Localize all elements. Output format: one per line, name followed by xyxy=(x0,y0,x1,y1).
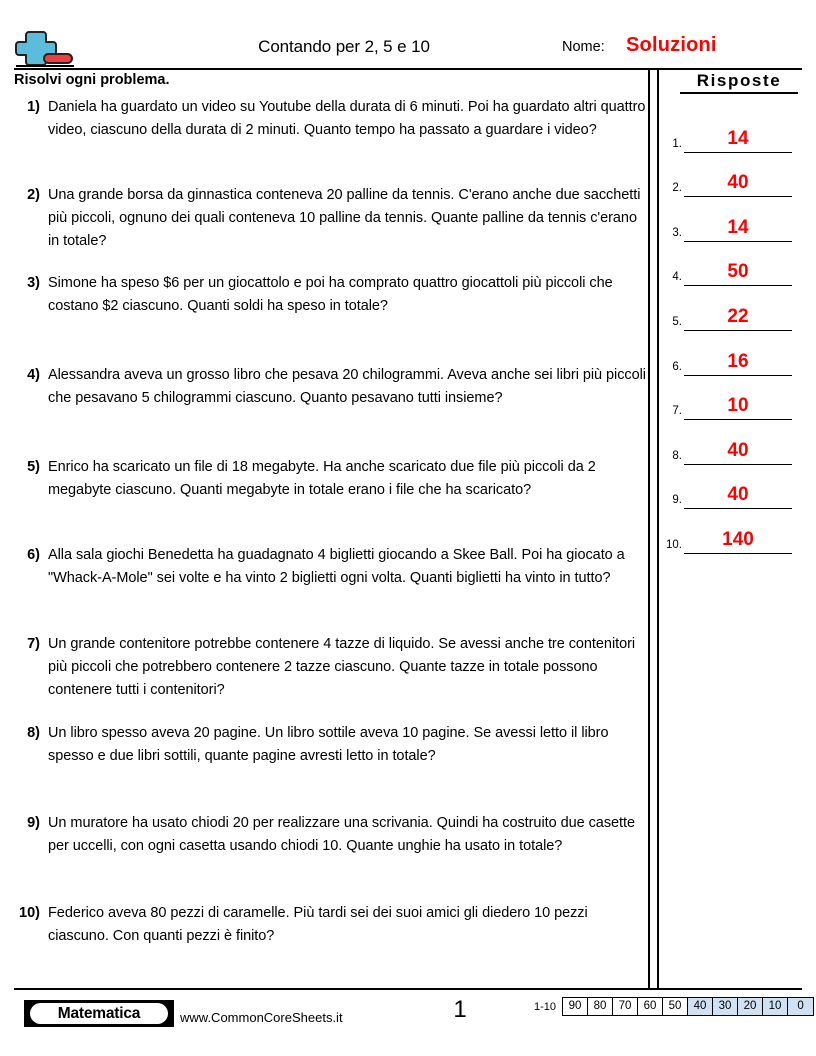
name-value: Soluzioni xyxy=(626,34,717,56)
grading-scale-cell: 80 xyxy=(588,998,613,1015)
answer-value[interactable]: 140 xyxy=(722,528,754,550)
question-text: Una grande borsa da ginnastica conteneva 20 palline da tennis. C'erano anche due sacchetti più piccoli, ognuno dei quali conteneva 10 palline da tennis. Quante palline da tennis c'erano in totale? xyxy=(48,187,641,249)
brand-pill xyxy=(30,1003,168,1024)
answer-row xyxy=(658,108,802,153)
name-label: Nome: xyxy=(562,39,605,55)
answer-number: 1. xyxy=(672,137,682,150)
question-item xyxy=(14,722,648,812)
question-item xyxy=(14,633,648,722)
answer-value[interactable]: 40 xyxy=(727,484,749,506)
question-item xyxy=(14,96,648,184)
question-item xyxy=(14,272,648,364)
answer-number: 9. xyxy=(672,494,682,507)
question-text: Alessandra aveva un grosso libro che pesava 20 chilogrammi. Aveva anche sei libri più piccoli che pesavano 5 chilogrammi ciascuno. Quanto pesavano tutti insieme? xyxy=(48,367,646,406)
answer-row xyxy=(658,197,802,242)
question-text: Un libro spesso aveva 20 pagine. Un libro sottile aveva 10 pagine. Se avessi letto il libro spesso e due libri sottili, quante pagine avresti letto in totale? xyxy=(48,725,609,764)
question-text: Federico aveva 80 pezzi di caramelle. Più tardi sei dei suoi amici gli diedero 10 pezzi ciascuno. Con quanti pezzi è finito? xyxy=(48,905,588,944)
grading-scale-cell: 0 xyxy=(788,998,813,1015)
answer-row xyxy=(658,242,802,287)
question-number: 4) xyxy=(27,367,40,383)
brand-label: Matematica xyxy=(57,1004,141,1022)
answer-number: 3. xyxy=(672,226,682,239)
question-text: Simone ha speso $6 per un giocattolo e poi ha comprato quattro giocattoli più piccoli che costano $2 ciascuno. Quanti soldi ha speso in totale? xyxy=(48,275,613,314)
grading-scale-cell: 70 xyxy=(613,998,638,1015)
grading-scale-cell: 20 xyxy=(738,998,763,1015)
answer-value[interactable]: 50 xyxy=(727,261,749,283)
grading-scale-cell: 50 xyxy=(663,998,688,1015)
question-text: Alla sala giochi Benedetta ha guadagnato 4 biglietti giocando a Skee Ball. Poi ha giocato a "Whack-A-Mole" sei volte e ha vinto 2 biglietti ogni volta. Quanti biglietti ha vinto in tutto? xyxy=(48,547,625,586)
question-text: Enrico ha scaricato un file di 18 megabyte. Ha anche scaricato due file più piccoli da 2 megabyte ciascuno. Quanti megabyte in totale erano i file che ha scaricato? xyxy=(48,459,596,498)
grading-scale-cell: 40 xyxy=(688,998,713,1015)
answer-value[interactable]: 14 xyxy=(727,216,749,238)
answer-number: 6. xyxy=(672,360,682,373)
question-text: Daniela ha guardato un video su Youtube della durata di 6 minuti. Poi ha guardato altri quattro video, ciascuno della durata di 2 minuti. Quanto tempo ha passato a guardare i video? xyxy=(48,99,646,138)
question-text: Un muratore ha usato chiodi 20 per realizzare una scrivania. Quindi ha costruito due casette per uccelli, con ogni casetta usando chiodi 10. Quante unghie ha usato in totale? xyxy=(48,815,636,854)
grading-scale-cell: 60 xyxy=(638,998,663,1015)
answer-value[interactable]: 10 xyxy=(727,395,749,417)
question-number: 1) xyxy=(27,99,40,115)
answer-row xyxy=(658,376,802,421)
answers-heading: Risposte xyxy=(680,71,798,94)
footer-divider-rule xyxy=(14,988,802,990)
question-number: 6) xyxy=(27,547,40,563)
grading-scale-label: 1-10 xyxy=(534,1000,557,1013)
answer-row xyxy=(658,509,802,554)
grading-scale-cell: 90 xyxy=(563,998,588,1015)
answer-row xyxy=(658,153,802,198)
question-number: 8) xyxy=(27,725,40,741)
answer-number: 2. xyxy=(672,182,682,195)
question-item xyxy=(14,364,648,456)
question-item xyxy=(14,544,648,633)
answer-number: 7. xyxy=(672,405,682,418)
page-number: 1 xyxy=(453,996,467,1023)
question-item xyxy=(14,184,648,272)
answers-list xyxy=(658,108,802,554)
answer-value[interactable]: 40 xyxy=(727,172,749,194)
answer-number: 10. xyxy=(666,538,682,551)
page-title: Contando per 2, 5 e 10 xyxy=(258,37,430,56)
grading-scale-cell: 30 xyxy=(713,998,738,1015)
question-number: 10) xyxy=(19,905,40,921)
question-text: Un grande contenitore potrebbe contenere 4 tazze di liquido. Se avessi anche tre contenitori più piccoli che potrebbero contenere 2 tazze ciascuno. Quante tazze in totale possono contenere tutti i contenitori? xyxy=(48,636,636,698)
grading-scale-cells xyxy=(562,997,814,1016)
site-url: www.CommonCoreSheets.it xyxy=(180,1010,343,1025)
brand-badge xyxy=(24,1000,174,1027)
plus-minus-icon xyxy=(14,26,76,68)
question-number: 7) xyxy=(27,636,40,652)
answer-value[interactable]: 14 xyxy=(727,127,749,149)
answer-value[interactable]: 40 xyxy=(727,439,749,461)
answer-number: 8. xyxy=(672,449,682,462)
answer-row xyxy=(658,286,802,331)
grading-scale xyxy=(534,997,814,1016)
worksheet-header xyxy=(14,26,802,70)
answer-number: 4. xyxy=(672,271,682,284)
grading-scale-cell: 10 xyxy=(763,998,788,1015)
answer-row xyxy=(658,331,802,376)
question-item xyxy=(14,812,648,902)
answer-row xyxy=(658,465,802,510)
question-number: 2) xyxy=(27,187,40,203)
header-divider-rule xyxy=(14,68,802,70)
answer-number: 5. xyxy=(672,315,682,328)
questions-list xyxy=(14,96,648,972)
question-item xyxy=(14,456,648,544)
answer-value[interactable]: 22 xyxy=(727,305,749,327)
question-number: 3) xyxy=(27,275,40,291)
question-number: 5) xyxy=(27,459,40,475)
instruction-text: Risolvi ogni problema. xyxy=(14,72,170,88)
question-item xyxy=(14,902,648,972)
answer-blank-line[interactable] xyxy=(684,553,792,554)
answer-row xyxy=(658,420,802,465)
question-number: 9) xyxy=(27,815,40,831)
answer-value[interactable]: 16 xyxy=(727,350,749,372)
